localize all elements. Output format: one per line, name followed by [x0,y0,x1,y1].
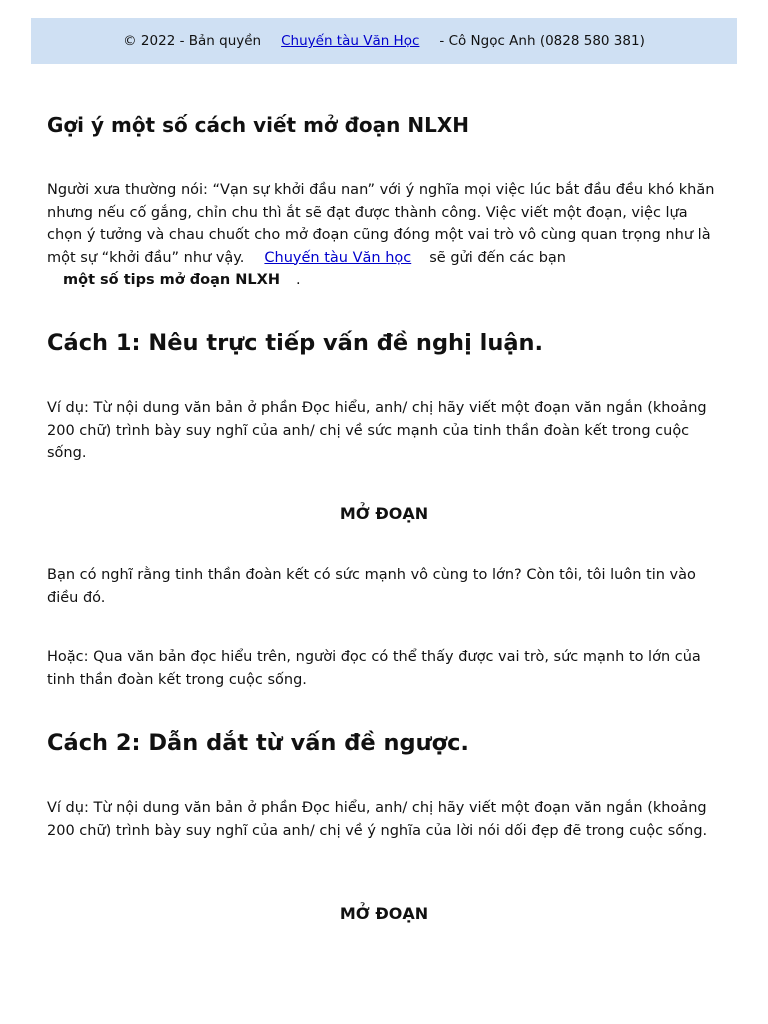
intro-text: Người xưa thường nói: “Vạn sự khởi đầu nan” với ý nghĩa mọi việc lúc bắt đầu đều khó khăn nhưng nếu cố gắng, chỉn chu thì ắt sẽ đạt được thành công. Việc viết một đoạn, việc lựa chọn ý tưởng và chau chuốt cho mở đoạn cũng đóng một vai trò vô cùng quan trọng như là một sự “khởi đầu” như vậy. [47,182,715,266]
page-title: Gợi ý một số cách viết mở đoạn NLXH [47,113,470,137]
intro-site-link[interactable]: Chuyến tàu Văn học [264,249,412,266]
section-2-example: Ví dụ: Từ nội dung văn bản ở phần Đọc hiểu, anh/ chị hãy viết một đoạn văn ngắn (khoảng 200 chữ) trình bày suy nghĩ của anh/ chị về ý nghĩa của lời nói dối đẹp đẽ trong cuộc sống. [47,800,708,839]
section-1-example: Ví dụ: Từ nội dung văn bản ở phần Đọc hiểu, anh/ chị hãy viết một đoạn văn ngắn (khoảng 200 chữ) trình bày suy nghĩ của anh/ chị về sức mạnh của tinh thần đoàn kết trong cuộc sống. [47,400,707,461]
copyright-header [31,18,737,64]
intro-text-end: . [295,272,301,288]
section-1-label: MỞ ĐOẠN [339,504,429,523]
section-1-title: Cách 1: Nêu trực tiếp vấn đề nghị luận. [47,330,544,356]
intro-bold-tips: một số tips mở đoạn NLXH [63,272,280,288]
intro-text-middle: sẽ gửi đến các bạn [429,249,566,266]
section-1-answer-2: Hoặc: Qua văn bản đọc hiểu trên, người đọc có thể thấy được vai trò, sức mạnh to lớn của tinh thần đoàn kết trong cuộc sống. [47,649,701,688]
author-contact: - Cô Ngọc Anh (0828 580 381) [439,33,645,49]
site-link[interactable]: Chuyến tàu Văn Học [281,33,420,49]
section-2-title: Cách 2: Dẫn dắt từ vấn đề ngược. [47,730,469,756]
section-1-answer-1: Bạn có nghĩ rằng tinh thần đoàn kết có sức mạnh vô cùng to lớn? Còn tôi, tôi luôn tin vào điều đó. [47,567,696,606]
copyright-text: © 2022 - Bản quyền [123,33,262,49]
intro-paragraph [47,179,727,292]
section-2-label: MỞ ĐOẠN [339,904,429,923]
